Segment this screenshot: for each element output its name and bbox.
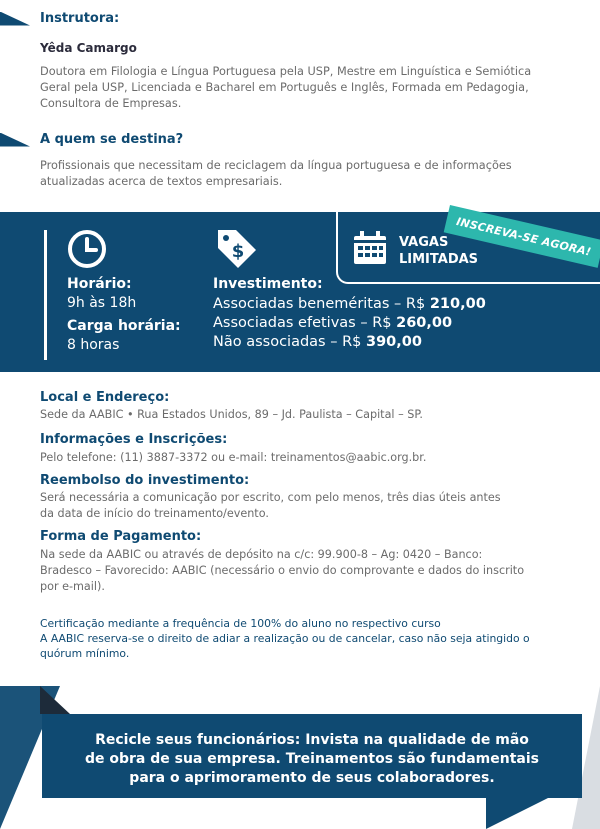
section-instrutora	[0, 11, 119, 26]
destina-line: Profissionais que necessitam de reciclagem da língua portuguesa e de informações	[40, 159, 512, 172]
section-arrow-icon	[0, 12, 30, 26]
instructor-bio	[40, 64, 540, 112]
pagamento-text	[40, 547, 534, 595]
banner-message	[42, 731, 582, 788]
band-divider	[44, 230, 47, 360]
decor-triangle-bottom	[486, 798, 548, 829]
local-title: Local e Endereço:	[40, 390, 170, 405]
pagamento-line: Na sede da AABIC ou através de depósito na c/c: 99.900-8 – Ag: 0420 – Banco:	[40, 548, 483, 561]
note-line: Certificação mediante a frequência de 100% do aluno no respectivo curso	[40, 617, 441, 630]
calendar-icon	[352, 230, 388, 270]
certificacao-note	[40, 616, 534, 661]
reembolso-text	[40, 490, 534, 522]
destina-text	[40, 158, 540, 190]
instrutora-heading: Instrutora:	[40, 11, 120, 26]
horario-value: 9h às 18h	[67, 295, 137, 311]
vagas-line: VAGAS	[399, 235, 449, 250]
reembolso-line: Será necessária a comunicação por escrito, com pelo menos, três dias úteis antes	[40, 491, 501, 504]
decor-triangle-dark	[40, 686, 70, 714]
destina-line: atualizadas acerca de textos empresariais.	[40, 175, 283, 188]
instructor-name: Yêda Camargo	[40, 41, 137, 55]
price-row: Não associadas – R$ 390,00	[213, 334, 422, 350]
carga-value: 8 horas	[67, 337, 120, 353]
pagamento-line: por e-mail).	[40, 580, 105, 593]
pagamento-title: Forma de Pagamento:	[40, 529, 202, 544]
local-text: Sede da AABIC • Rua Estados Unidos, 89 – Jd. Paulista – Capital – SP.	[40, 408, 423, 421]
price-row: Associadas efetivas – R$ 260,00	[213, 315, 453, 331]
badge-label: INSCREVA-SE AGORA!	[455, 214, 593, 259]
banner-line: de obra de sua empresa. Treinamentos são fundamentais	[84, 751, 540, 767]
svg-text:$: $	[231, 241, 245, 262]
note-line: quórum mínimo.	[40, 647, 130, 660]
vagas-limitadas	[399, 234, 478, 268]
reembolso-title: Reembolso do investimento:	[40, 473, 250, 488]
horario-label: Horário:	[67, 276, 132, 292]
clock-icon	[66, 228, 108, 274]
banner-line: Recicle seus funcionários: Invista na qualidade de mão	[95, 732, 529, 748]
bio-line: Consultora de Empresas.	[40, 97, 182, 110]
inscricoes-text: Pelo telefone: (11) 3887-3372 ou e-mail: treinamentos@aabic.org.br.	[40, 451, 427, 464]
price-row: Associadas beneméritas – R$ 210,00	[213, 296, 486, 312]
section-destina	[0, 132, 183, 147]
section-arrow-icon	[0, 133, 30, 147]
bio-line: Geral pela USP, Licenciada e Bacharel em Português e Inglês, Formada em Pedagogia,	[40, 81, 529, 94]
inscricoes-title: Informações e Inscrições:	[40, 432, 228, 447]
note-line: A AABIC reserva-se o direito de adiar a realização ou de cancelar, caso não seja atingido o	[40, 632, 530, 645]
pagamento-line: Bradesco – Favorecido: AABIC (necessário o envio do comprovante e dados do inscrito	[40, 564, 525, 577]
investimento-label: Investimento:	[213, 276, 323, 292]
vagas-line: LIMITADAS	[399, 252, 479, 267]
reembolso-line: da data de início do treinamento/evento.	[40, 507, 269, 520]
price-tag-icon	[212, 224, 260, 276]
destina-heading: A quem se destina?	[40, 132, 184, 147]
carga-label: Carga horária:	[67, 318, 181, 334]
bio-line: Doutora em Filologia e Língua Portuguesa pela USP, Mestre em Linguística e Semiótica	[40, 65, 532, 78]
banner-line: para o aprimoramento de seus colaboradores.	[129, 770, 495, 786]
price-list	[213, 295, 486, 352]
